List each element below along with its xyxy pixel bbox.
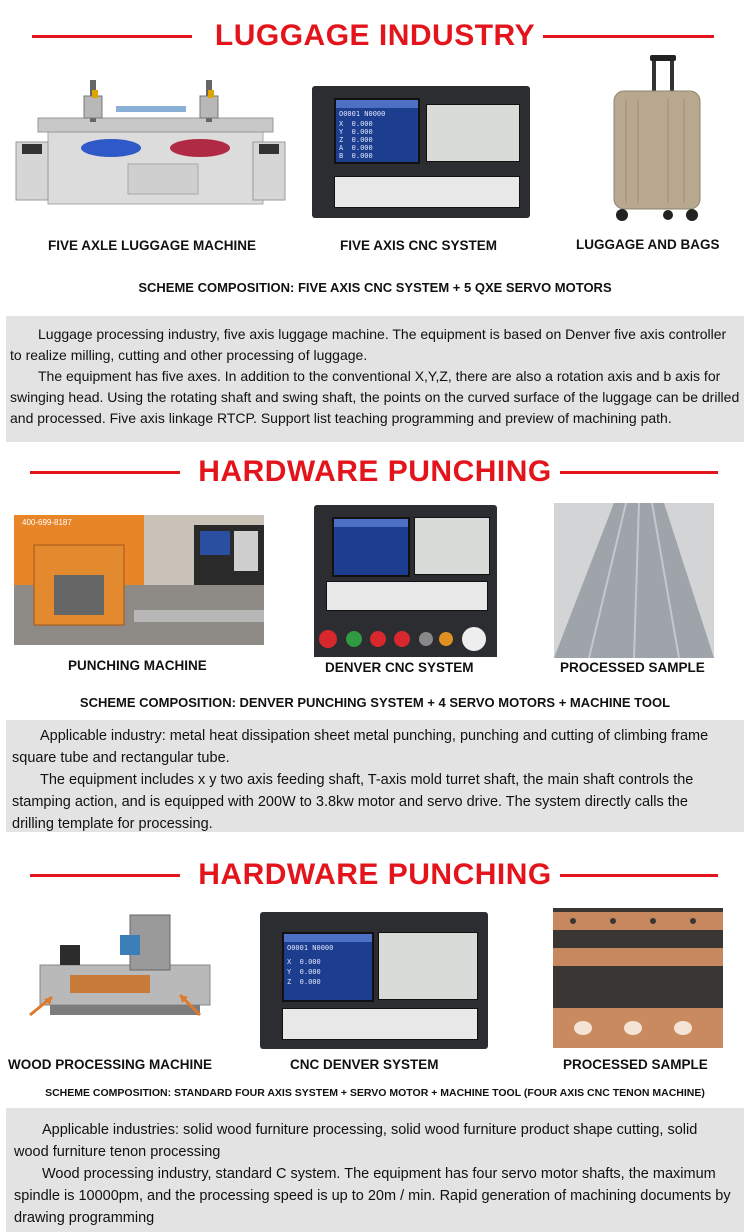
caption: PROCESSED SAMPLE <box>563 1057 708 1072</box>
cnc-button-strip <box>314 621 497 657</box>
caption: LUGGAGE AND BAGS <box>576 237 720 252</box>
description-block <box>6 1108 744 1232</box>
processed-sample-image-2 <box>554 503 714 658</box>
punching-machine-image <box>14 515 264 645</box>
axis-readout: Y 0.000 <box>287 968 321 976</box>
description-paragraph: Applicable industries: solid wood furniture processing, solid wood furniture product shape cutting, solid wood furniture tenon processing <box>14 1122 698 1160</box>
description-paragraph: Wood processing industry, standard C system. The equipment has four servo motor shafts, the maximum spindle is 10000pm, and the processing speed is up to 20m / min. Rapid generation of machining documents by drawing programming <box>14 1166 731 1226</box>
cnc-screen <box>282 932 374 1002</box>
phone-label: 400-699-8187 <box>22 518 72 527</box>
wood-processing-machine-image <box>10 905 215 1045</box>
caption: WOOD PROCESSING MACHINE <box>8 1057 213 1072</box>
caption: CNC DENVER SYSTEM <box>290 1057 439 1072</box>
cnc-program-readout: O0001 N0000 <box>339 110 386 118</box>
cnc-keypad <box>378 932 478 1000</box>
cnc-system-image-2 <box>314 505 497 657</box>
section-3-title: HARDWARE PUNCHING <box>0 857 750 893</box>
axis-readout: B 0.000 <box>339 152 373 160</box>
caption: PROCESSED SAMPLE <box>560 660 705 675</box>
description-paragraph: Luggage processing industry, five axis luggage machine. The equipment is based on Denver five axis controller to realize milling, cutting and other processing of luggage. <box>10 326 727 363</box>
description-paragraph: The equipment has five axes. In addition to the conventional X,Y,Z, there are also a rotation axis and b axis for swinging head. Using the rotating shaft and swing shaft, the points on the curved surface of the luggage can be drilled and processed. Five axis linkage RTCP. Support list teaching programming and preview of machining path. <box>10 368 740 426</box>
cnc-screen <box>332 517 410 577</box>
caption: FIVE AXIS CNC SYSTEM <box>340 238 498 253</box>
processed-sample-image-3 <box>553 908 723 1048</box>
cnc-program-readout: O0001 N0000 <box>287 944 334 952</box>
caption: DENVER CNC SYSTEM <box>325 660 474 675</box>
cnc-function-keys <box>326 581 488 611</box>
caption: PUNCHING MACHINE <box>68 658 207 673</box>
cnc-function-keys <box>334 176 520 208</box>
axis-readout: X 0.000 <box>287 958 321 966</box>
section-1-header <box>0 14 750 58</box>
scheme-composition: SCHEME COMPOSITION: FIVE AXIS CNC SYSTEM + 5 QXE SERVO MOTORS <box>138 280 612 295</box>
luggage-machine-image <box>8 78 293 216</box>
cnc-function-keys <box>282 1008 478 1040</box>
cnc-keypad <box>426 104 520 162</box>
cnc-system-image-3 <box>260 912 488 1049</box>
section-2-header <box>0 450 750 494</box>
description-block <box>6 720 744 832</box>
axis-readout: A 0.000 <box>339 144 373 152</box>
cnc-system-image-1 <box>312 86 530 218</box>
description-paragraph: Applicable industry: metal heat dissipation sheet metal punching, punching and cutting of climbing frame square tube and rectangular tube. <box>12 728 709 766</box>
description-block <box>6 316 744 442</box>
axis-readout: Y 0.000 <box>339 128 373 136</box>
caption: FIVE AXLE LUGGAGE MACHINE <box>48 238 257 253</box>
scheme-composition: SCHEME COMPOSITION: STANDARD FOUR AXIS SYSTEM + SERVO MOTOR + MACHINE TOOL (FOUR AXIS CNC TENON MACHINE) <box>45 1087 705 1099</box>
section-1-title: LUGGAGE INDUSTRY <box>0 18 750 54</box>
scheme-composition: SCHEME COMPOSITION: DENVER PUNCHING SYSTEM + 4 SERVO MOTORS + MACHINE TOOL <box>79 695 671 710</box>
axis-readout: X 0.000 <box>339 120 373 128</box>
section-2-title: HARDWARE PUNCHING <box>0 454 750 490</box>
axis-readout: Z 0.000 <box>339 136 373 144</box>
suitcase-image <box>608 55 706 223</box>
cnc-keypad <box>414 517 490 575</box>
section-3-header <box>0 853 750 897</box>
axis-readout: Z 0.000 <box>287 978 321 986</box>
description-paragraph: The equipment includes x y two axis feeding shaft, T-axis mold turret shaft, the main shaft controls the stamping action, and is equipped with 200W to 3.8kw motor and servo drive. The system directly calls the drilling template for processing. <box>12 772 694 832</box>
cnc-screen <box>334 98 420 164</box>
